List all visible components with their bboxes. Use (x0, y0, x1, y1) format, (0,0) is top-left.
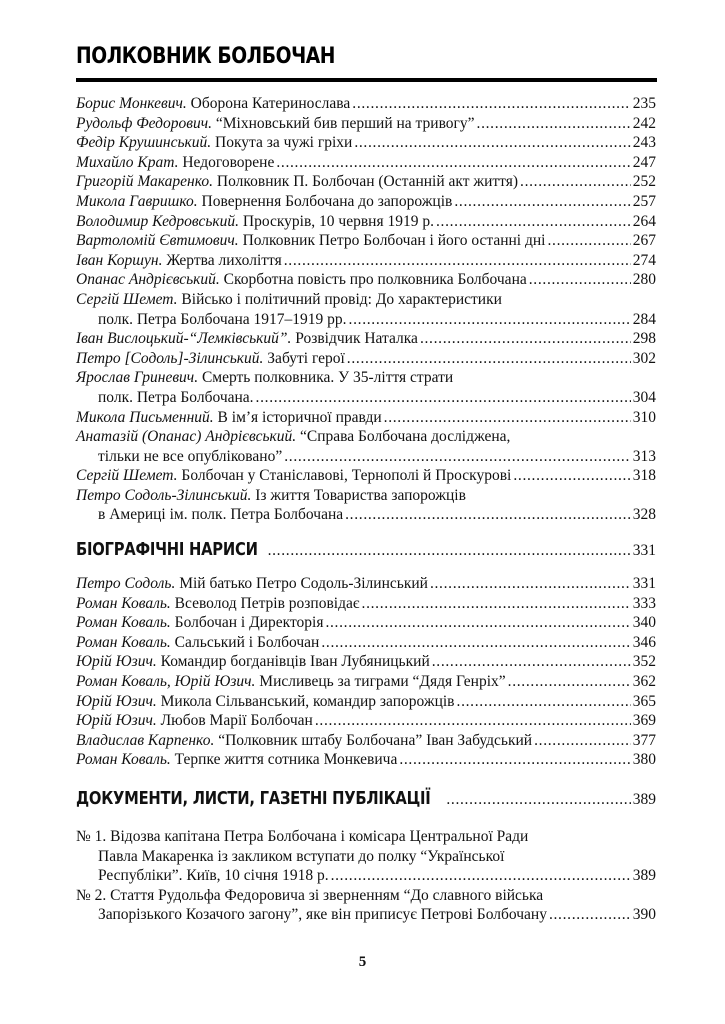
toc-entry-title: “Справа Болбочана досліджена, (300, 428, 511, 446)
toc-entry-title: Забуті герої (267, 349, 345, 367)
toc-entry-page: 247 (632, 153, 656, 171)
toc-entry-title: Жертва лихоліття (166, 251, 282, 269)
toc-entry-line (76, 672, 656, 692)
toc-entry-title: Полковник Петро Болбочан і його останні дні (242, 232, 546, 250)
toc-entry (76, 251, 656, 271)
toc-entry-title: тільки не все опубліковано” (98, 447, 283, 465)
leader-dots (547, 231, 630, 251)
toc-entry-continuation (76, 866, 656, 886)
toc-entry-title: Болбочан і Директорія (174, 614, 324, 632)
toc-entry-author: Федір Крушинський. (76, 134, 212, 152)
section-title: ДОКУМЕНТИ, ЛИСТИ, ГАЗЕТНІ ПУБЛІКАЦІЇ (76, 788, 431, 809)
toc-entry (76, 750, 656, 770)
running-header: ПОЛКОВНИК БОЛБОЧАН (76, 44, 336, 69)
toc-entry (76, 290, 656, 329)
toc-entry-author: Владислав Карпенко. (76, 731, 215, 749)
toc-entry-title: Запорізького Козачого загону”, яке він приписує Петрові Болбочану (98, 906, 547, 924)
toc-entry (76, 94, 656, 114)
toc-entry-line (76, 750, 656, 770)
toc-entry-line (76, 231, 656, 251)
toc-entry-page: 333 (632, 594, 656, 612)
toc-group-biographical (76, 574, 656, 770)
leader-dots (284, 251, 631, 271)
toc-entry-line (76, 613, 656, 633)
toc-entry-page: 380 (632, 751, 656, 769)
section-page-number: 389 (632, 791, 656, 808)
toc-entry-title: № 2. Стаття Рудольфа Федоровича зі зверненням “До славного війська (76, 886, 544, 904)
toc-entry-page: 243 (632, 134, 656, 152)
toc-entry-title: Всеволод Петрів розповідає (174, 594, 360, 612)
toc-entry-page: 304 (632, 388, 656, 406)
toc-entry-title: Покута за чужі гріхи (215, 134, 353, 152)
toc-entry-page: 377 (632, 731, 656, 749)
leader-dots (276, 153, 630, 173)
toc-entry (76, 329, 656, 349)
toc-entry-title: Павла Макаренка із закликом вступати до полку “Української (98, 847, 505, 865)
leader-dots (529, 270, 631, 290)
toc-entry-author: Григорій Макаренко. (76, 173, 214, 191)
toc-entry-line (76, 652, 656, 672)
leader-dots (520, 172, 631, 192)
toc-entry-page: 328 (632, 506, 656, 524)
toc-entry (76, 594, 656, 614)
toc-entry-author: Роман Коваль. (76, 633, 171, 651)
toc-entry-title: Скорботна повість про полковника Болбочана (223, 271, 527, 289)
toc-entry-author: Сергій Шемет. (76, 290, 178, 308)
toc-entry-author: Опанас Андрієвський. (76, 271, 220, 289)
toc-entry-author: Сергій Шемет. (76, 467, 178, 485)
toc-entry (76, 692, 656, 712)
toc-entry-line (76, 212, 656, 232)
toc-entry (76, 153, 656, 173)
toc-entry-continuation (76, 447, 656, 467)
toc-entry-author: Роман Коваль. (76, 594, 171, 612)
leader-dots (268, 542, 631, 560)
toc-entry-line (76, 466, 656, 486)
toc-entry-title: Полковник П. Болбочан (Останній акт життя) (216, 173, 519, 191)
toc-entry-line (76, 290, 656, 310)
section-title: БІОГРАФІЧНІ НАРИСИ (76, 539, 258, 561)
toc-entry-author: Ярослав Гриневич. (76, 369, 199, 387)
toc-entry (76, 114, 656, 134)
toc-entry-line (76, 574, 656, 594)
toc-entry-title: Любов Марії Болбочан (160, 712, 313, 730)
toc-entry-title: Повернення Болбочана до запорожців (201, 192, 453, 210)
toc-entry-page: 267 (632, 232, 656, 250)
toc-entry (76, 427, 656, 466)
toc-entry-page: 362 (632, 673, 656, 691)
leader-dots (362, 594, 631, 614)
toc-entry-title: в Америці ім. полк. Петра Болбочана (98, 506, 344, 524)
toc-entry-page: 340 (632, 614, 656, 632)
toc-entry-author: Михайло Крат. (76, 153, 179, 171)
leader-dots (549, 905, 631, 925)
toc-entry-continuation (76, 388, 656, 408)
toc-entry-author: Анатазій (Опанас) Андрієвський. (76, 428, 297, 446)
toc-entry (76, 827, 656, 886)
toc-entry-author: Борис Монкевич. (76, 95, 187, 112)
toc-entry-line (76, 692, 656, 712)
toc-entry (76, 652, 656, 672)
toc-entry (76, 408, 656, 428)
toc-entry-page: 318 (632, 467, 656, 485)
leader-dots (430, 574, 631, 594)
toc-entry (76, 133, 656, 153)
toc-entry-line (76, 133, 656, 153)
toc-entry-line (76, 594, 656, 614)
toc-entry-page: 346 (632, 633, 656, 651)
toc-entry-title: Розвідчик Наталка (295, 330, 418, 348)
toc-entry-line (76, 486, 656, 506)
leader-dots (436, 212, 631, 232)
toc-entry (76, 192, 656, 212)
leader-dots (315, 711, 631, 731)
toc-entry-author: Юрій Юзич. (76, 653, 157, 671)
toc-entry-page: 331 (632, 575, 656, 593)
toc-entry-line (76, 270, 656, 290)
toc-entry (76, 270, 656, 290)
toc-entry (76, 711, 656, 731)
toc-entry-author: Вартоломій Євтимович. (76, 232, 239, 250)
toc-entry (76, 886, 656, 925)
toc-entry-page: 280 (632, 271, 656, 289)
leader-dots (347, 349, 631, 369)
toc-entry-line (76, 633, 656, 653)
toc-section-biographical (76, 539, 656, 560)
toc-entry-author: Юрій Юзич. (76, 712, 157, 730)
toc-entry-line (76, 192, 656, 212)
toc-entry-page: 298 (632, 330, 656, 348)
toc-entry-title: “Міхновський бив перший на тривогу” (215, 114, 475, 132)
toc-entry-line (76, 329, 656, 349)
toc-entry-author: Микола Гавришко. (76, 192, 198, 210)
toc-entry-author: Рудольф Федорович. (76, 114, 212, 132)
toc-entry (76, 368, 656, 407)
toc-entry-author: Роман Коваль. (76, 614, 171, 632)
leader-dots (321, 633, 630, 653)
toc-entry (76, 466, 656, 486)
table-of-contents (76, 94, 656, 925)
toc-entry-title: Сальський і Болбочан (174, 633, 320, 651)
leader-dots (432, 652, 631, 672)
toc-entry-title: № 1. Відозва капітана Петра Болбочана і комісара Центральної Ради (76, 828, 529, 845)
leader-dots (420, 329, 631, 349)
toc-entry-continuation (76, 310, 656, 330)
toc-entry-line (76, 349, 656, 369)
toc-entry-title: В ім’я історичної правди (217, 408, 382, 426)
toc-entry-author: Володимир Кедровський. (76, 212, 240, 230)
toc-entry-line (76, 827, 656, 847)
toc-entry-title: Республіки”. Київ, 10 січня 1918 р. (98, 867, 329, 885)
toc-entry-page: 284 (632, 310, 656, 328)
toc-entry-author: Юрій Юзич. (76, 692, 157, 710)
page-number: 5 (358, 954, 367, 970)
toc-entry-title: Із життя Товариства запорожців (255, 486, 466, 504)
toc-entry-page: 310 (632, 408, 656, 426)
toc-entry-page: 235 (632, 95, 656, 112)
toc-section-documents (76, 788, 656, 809)
toc-entry-page: 365 (632, 692, 656, 710)
toc-entry-author: Іван Вислоцький-“Лемківський”. (76, 330, 292, 348)
toc-entry-title: Болбочан у Станіславові, Тернополі й Проскурові (181, 467, 512, 485)
toc-entry (76, 613, 656, 633)
toc-entry-page: 369 (632, 712, 656, 730)
leader-dots (534, 731, 631, 751)
toc-entry-author: Іван Коршун. (76, 251, 163, 269)
leader-dots (446, 791, 630, 809)
leader-dots (352, 94, 630, 114)
toc-entry-page: 264 (632, 212, 656, 230)
toc-entry-author: Петро Содоль-Зілинський. (76, 486, 252, 504)
toc-entry-page: 242 (632, 114, 656, 132)
header-rule (76, 78, 657, 82)
toc-entry-author: Микола Письменний. (76, 408, 214, 426)
toc-entry-title: Смерть полковника. У 35-ліття страти (201, 369, 454, 387)
toc-entry-continuation (76, 847, 656, 867)
leader-dots (354, 133, 630, 153)
toc-entry-title: полк. Петра Болбочана 1917–1919 рр. (98, 310, 347, 328)
toc-entry-title: Військо і політичний провід: До характеристики (181, 290, 502, 308)
toc-entry-page: 257 (632, 192, 656, 210)
section-page-number: 331 (632, 542, 656, 560)
toc-entry-author: Роман Коваль. (76, 751, 171, 769)
leader-dots (331, 866, 631, 886)
toc-entry-title: Оборона Катеринослава (190, 95, 351, 112)
toc-entry-continuation (76, 505, 656, 525)
toc-entry-title: Мисливець за тиграми “Дядя Генріх” (259, 673, 506, 691)
toc-entry-page: 252 (632, 173, 656, 191)
toc-entry-page: 389 (632, 867, 656, 885)
toc-entry (76, 633, 656, 653)
toc-entry-author: Петро [Содоль]-Зілинський. (76, 349, 264, 367)
leader-dots (399, 750, 630, 770)
leader-dots (345, 505, 631, 525)
toc-entry-author: Роман Коваль, Юрій Юзич. (76, 673, 256, 691)
toc-entry-page: 352 (632, 653, 656, 671)
toc-entry-page: 274 (632, 251, 656, 269)
toc-entry (76, 672, 656, 692)
leader-dots (513, 466, 630, 486)
leader-dots (349, 310, 631, 330)
toc-entry-title: полк. Петра Болбочана. (98, 388, 254, 406)
toc-entry-line (76, 711, 656, 731)
toc-entry-line (76, 368, 656, 388)
toc-entry-title: “Полковник штабу Болбочана” Іван Забудський (218, 731, 533, 749)
toc-entry-line (76, 114, 656, 134)
toc-entry (76, 349, 656, 369)
toc-entry-continuation (76, 905, 656, 925)
leader-dots (256, 388, 631, 408)
leader-dots (384, 408, 631, 428)
toc-entry-line (76, 153, 656, 173)
toc-entry-page: 390 (632, 906, 656, 924)
leader-dots (508, 672, 631, 692)
leader-dots (454, 192, 630, 212)
toc-entry-page: 302 (632, 349, 656, 367)
toc-entry (76, 486, 656, 525)
leader-dots (325, 613, 630, 633)
toc-entry-title: Недоговорене (182, 153, 275, 171)
toc-entry-title: Микола Сільванський, командир запорожців (160, 692, 455, 710)
toc-entry (76, 172, 656, 192)
toc-entry-author: Петро Содоль. (76, 575, 176, 593)
leader-dots (477, 114, 631, 134)
toc-entry (76, 574, 656, 594)
toc-entry-line (76, 94, 656, 114)
toc-group-documents (76, 827, 656, 925)
leader-dots (284, 447, 631, 467)
toc-entry-line (76, 427, 656, 447)
toc-entry-line (76, 886, 656, 906)
toc-entry-title: Мій батько Петро Содоль-Зілинський (179, 575, 428, 593)
toc-entry-line (76, 731, 656, 751)
toc-group-articles (76, 94, 656, 525)
toc-entry-title: Терпке життя сотника Монкевича (174, 751, 398, 769)
toc-entry-line (76, 408, 656, 428)
toc-entry-line (76, 251, 656, 271)
toc-entry-title: Командир богданівців Іван Лубяницький (160, 653, 430, 671)
toc-entry (76, 231, 656, 251)
leader-dots (457, 692, 631, 712)
toc-entry (76, 731, 656, 751)
toc-entry-page: 313 (632, 447, 656, 465)
toc-entry-line (76, 172, 656, 192)
toc-entry-title: Проскурів, 10 червня 1919 р. (242, 212, 434, 230)
toc-entry (76, 212, 656, 232)
